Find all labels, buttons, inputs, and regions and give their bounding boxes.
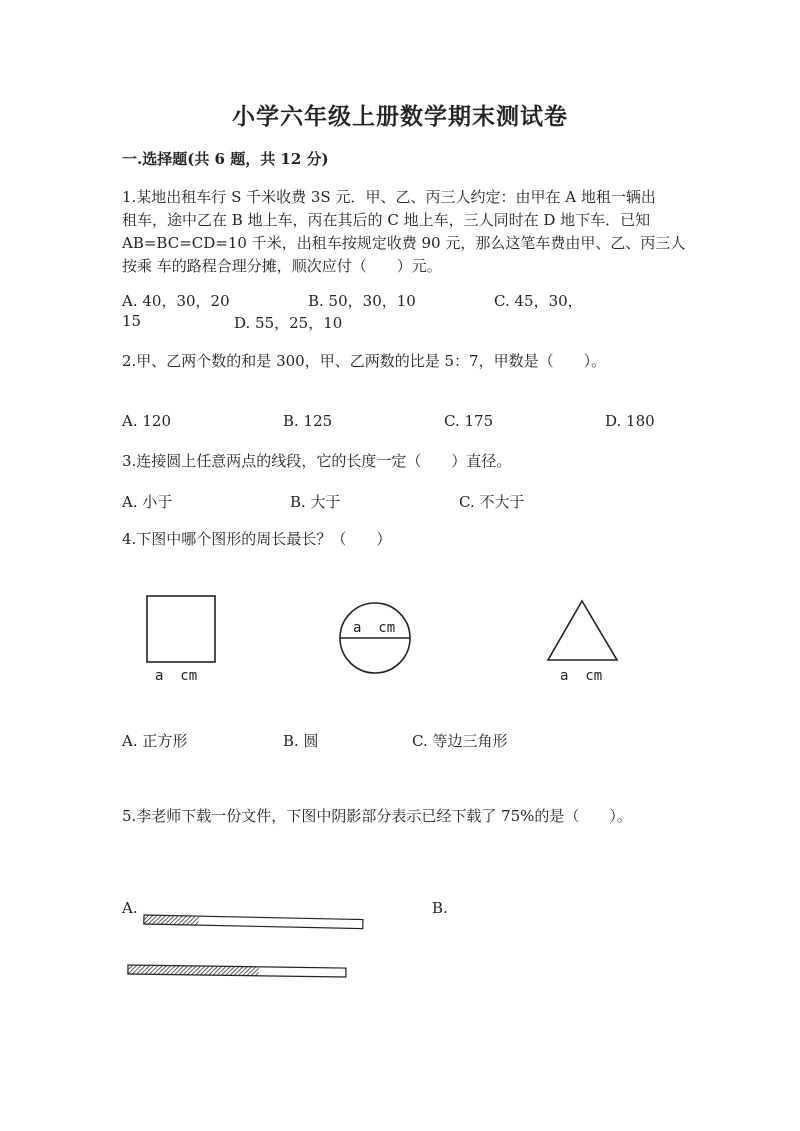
q1-option-d[interactable]: D. 55，25，10: [234, 314, 343, 332]
question-1-line-1: 1.某地出租车行 S 千米收费 3S 元．甲、乙、丙三人约定：由甲在 A 地租一辆出: [122, 188, 656, 206]
triangle-shape: [548, 601, 617, 660]
q4-option-c[interactable]: C. 等边三角形: [412, 732, 508, 750]
question-3: 3.连接圆上任意两点的线段，它的长度一定（ ）直径。: [122, 452, 512, 470]
q2-option-a[interactable]: A. 120: [122, 412, 171, 430]
circle-label: a cm: [353, 620, 396, 636]
q1-option-c-continued: 15: [122, 312, 142, 330]
square-shape: [147, 596, 215, 662]
q2-option-d[interactable]: D. 180: [605, 412, 655, 430]
triangle-label: a cm: [560, 668, 603, 684]
page-title: 小学六年级上册数学期末测试卷: [232, 103, 568, 130]
q2-option-b[interactable]: B. 125: [283, 412, 333, 430]
q3-option-a[interactable]: A. 小于: [122, 493, 173, 511]
q3-option-c[interactable]: C. 不大于: [459, 493, 525, 511]
question-1-line-2: 租车，途中乙在 B 地上车，丙在其后的 C 地上车，三人同时在 D 地下车．已知: [122, 211, 651, 229]
square-label: a cm: [155, 668, 198, 684]
q5-option-b[interactable]: B.: [432, 899, 448, 917]
q1-option-a[interactable]: A. 40，30，20: [122, 292, 230, 310]
q5-option-a[interactable]: A.: [122, 899, 138, 917]
q4-option-a[interactable]: A. 正方形: [122, 732, 188, 750]
q4-option-b[interactable]: B. 圆: [283, 732, 319, 750]
q3-option-b[interactable]: B. 大于: [290, 493, 341, 511]
question-4: 4.下图中哪个图形的周长最长？（ ）: [122, 530, 392, 548]
q1-option-b[interactable]: B. 50，30，10: [308, 292, 416, 310]
question-5: 5.李老师下载一份文件，下图中阴影部分表示已经下载了 75%的是（ ）。: [122, 807, 632, 825]
question-1-line-4: 按乘 车的路程合理分摊，顺次应付（ ）元。: [122, 257, 442, 275]
question-1-line-3: AB=BC=CD=10 千米，出租车按规定收费 90 元，那么这笔车费由甲、乙、丙三人: [122, 234, 686, 252]
q1-option-c[interactable]: C. 45，30，: [494, 292, 583, 310]
q2-option-c[interactable]: C. 175: [444, 412, 494, 430]
section-heading: 一.选择题(共 6 题，共 12 分): [122, 150, 329, 168]
question-2: 2.甲、乙两个数的和是 300，甲、乙两数的比是 5：7，甲数是（ ）。: [122, 352, 607, 370]
